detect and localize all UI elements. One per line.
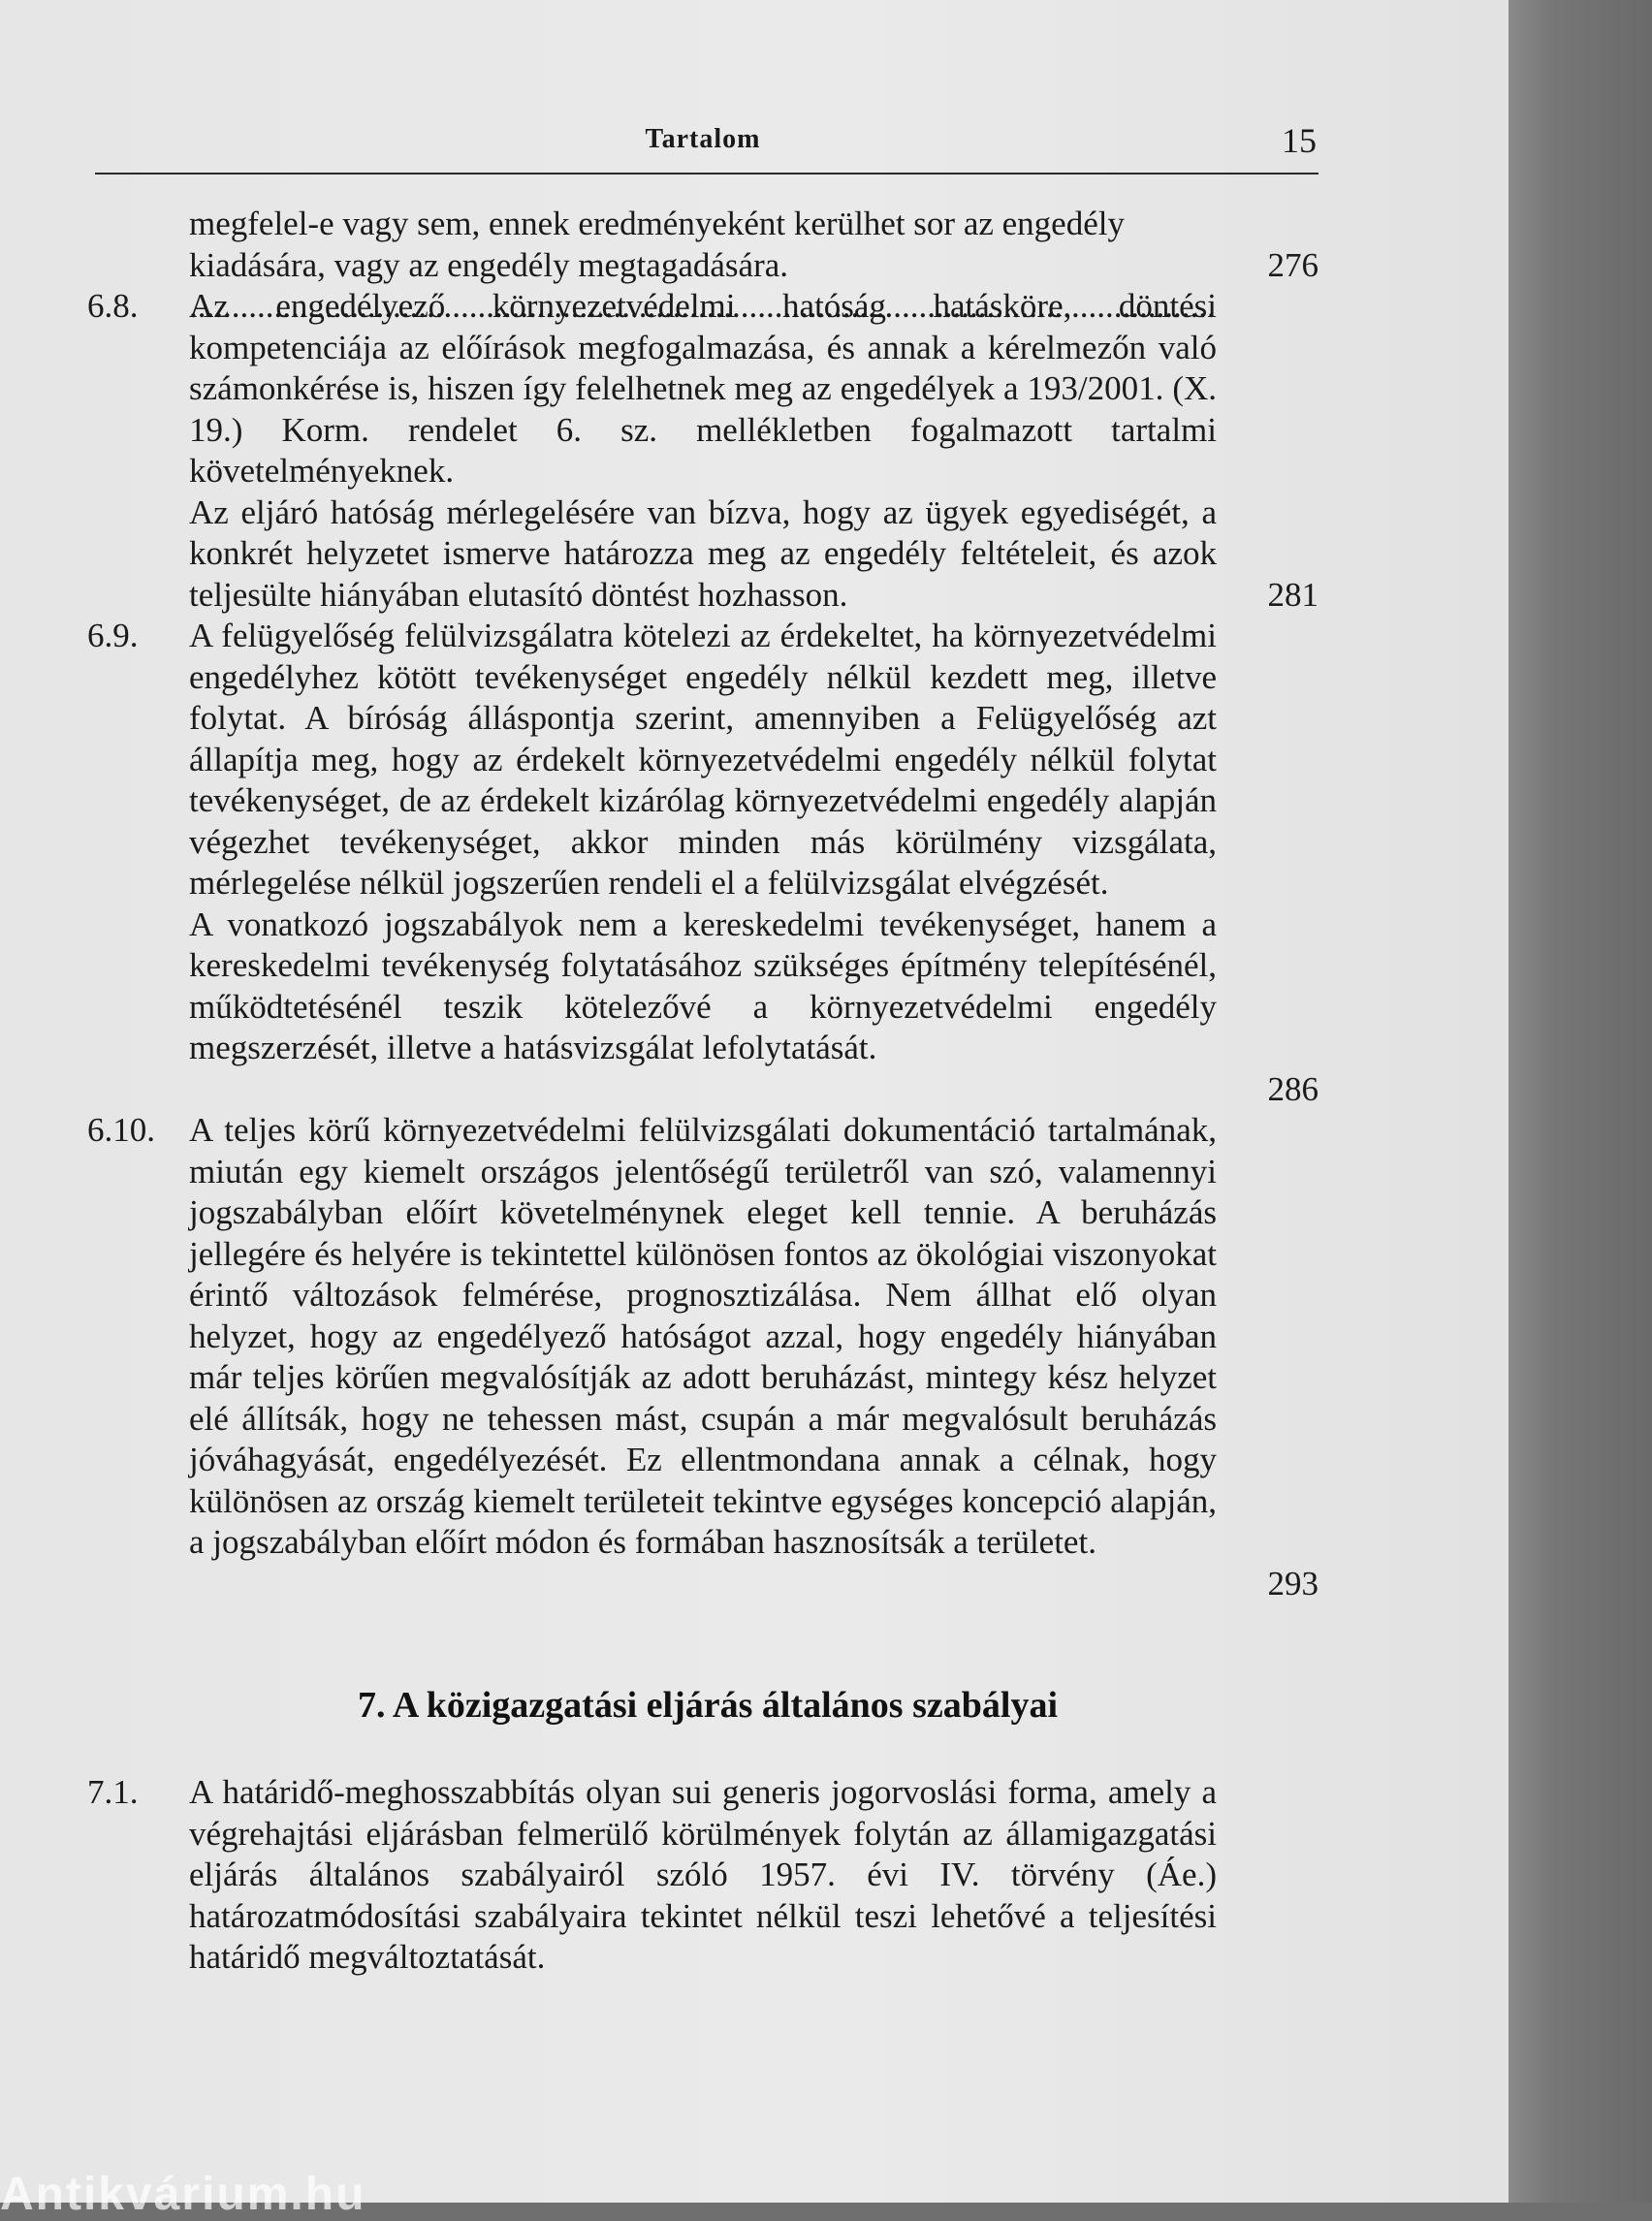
toc-entry-paragraph: A határidő-meghosszabbítás olyan sui generis jogorvoslási forma, amely a végrehajtási eljárásban felmerülő körülmények folytán az államigazgatási eljárás általános szabályairól szóló 1957. évi IV. törvény (Áe.) határozatmódosítási szabályaira tekintet nélkül teszi lehetővé a teljesítési határidő megváltoztatását. xyxy=(189,1773,1217,1976)
toc-entry-page: 286 xyxy=(1267,1069,1318,1108)
toc-entry-page: 281 xyxy=(1267,575,1318,614)
toc-entry-text xyxy=(189,1772,1217,1979)
toc-entry-6-9 xyxy=(87,616,1318,1108)
running-header-title: Tartalom xyxy=(645,124,761,154)
toc-entry-text xyxy=(189,286,1217,616)
toc-entry-paragraph: A felügyelőség felülvizsgálatra kötelezi az érdekeltet, ha környezetvédelmi engedélyhez kötött tevékenységet engedély nélkül kezdett meg, illetve folytat. A bíróság álláspontja szerint, amennyiben a Felügyelőség azt állapítja meg, hogy az érdekelt környezetvédelmi engedély nélkül folytat tevékenységet, de az érdekelt kizárólag környezetvédelmi engedély alapján végezhet tevékenységet, akkor minden más körülmény vizsgálata, mérlegelése nélkül jogszerűen rendeli el a felülvizsgálat elvégzését. xyxy=(189,617,1217,902)
toc-entry-6-10 xyxy=(87,1110,1318,1602)
toc-entry-number: 6.10. xyxy=(87,1111,155,1149)
page-number: 15 xyxy=(1282,121,1317,160)
section-heading: 7. A közigazgatási eljárás általános szabályai xyxy=(358,1685,1058,1726)
page-edge xyxy=(1509,0,1652,2203)
header-rule xyxy=(95,173,1318,175)
toc-entry-number: 6.9. xyxy=(87,617,139,654)
toc-entry-7-1 xyxy=(87,1772,1318,1979)
toc-entry-page: 276 xyxy=(1267,245,1318,284)
toc-entry-paragraph: megfelel-e vagy sem, ennek eredményeként kerülhet sor az engedély kiadására, vagy az engedély megtagadására. ..... xyxy=(189,204,1217,328)
toc-entry-number: 7.1. xyxy=(87,1773,139,1811)
toc-entry-paragraph: Az engedélyező környezetvédelmi hatóság hatásköre, döntési kompetenciája az előírások megfogalmazása, és annak a kérelmezőn való számonkérése is, hiszen így felelhetnek meg az engedélyek a 193/2001. (X. 19.) Korm. rendelet 6. sz. mellékletben fogalmazott tartalmi követelményeknek. xyxy=(189,287,1217,490)
toc-entry-text xyxy=(189,1110,1217,1564)
toc-entry-paragraph: Az eljáró hatóság mérlegelésére van bízva, hogy az ügyek egyediségét, a konkrét helyzetet ismerve határozza meg az engedély feltételeit, és azok teljesülte hiányában elutasító döntést hozhasson. xyxy=(189,492,1217,614)
toc-entry-paragraph: A teljes körű környezetvédelmi felülvizsgálati dokumentáció tartalmának, miután egy kiemelt országos jelentőségű területről van szó, valamennyi jogszabályban előírt követelménynek eleget kell tennie. A beruházás jellegére és helyére is tekintettel különösen fontos az ökológiai viszonyokat érintő változások felmérése, prognosztizálása. Nem állhat elő olyan helyzet, hogy az engedélyező hatóságot azzal, hogy engedély hiányában már teljes körűen megvalósítják az adott beruházást, mintegy kész helyzet elé állítsák, hogy ne tehessen mást, csupán a már megvalósult beruházás jóváhagyását, engedélyezését. Ez ellentmondana annak a célnak, hogy különösen az ország kiemelt területeit tekintve egységes koncepció alapján, a jogszabályban előírt módon és formában hasznosítsák a területet. xyxy=(189,1111,1217,1561)
toc-entry-text xyxy=(189,616,1217,1069)
toc-entry-6-8 xyxy=(87,286,1318,616)
toc-entry-number: 6.8. xyxy=(87,287,139,325)
toc-entry-paragraph: A vonatkozó jogszabályok nem a kereskedelmi tevékenységet, hanem a kereskedelmi tevékenység folytatásához szükséges építmény telepítésénél, működtetésénél teszik kötelezővé a környezetvédelmi engedély megszerzését, illetve a hatásvizsgálat lefolytatását. xyxy=(189,904,1217,1066)
watermark: Antikvárium.hu xyxy=(0,2169,366,2220)
toc-entry-page: 293 xyxy=(1267,1564,1318,1602)
